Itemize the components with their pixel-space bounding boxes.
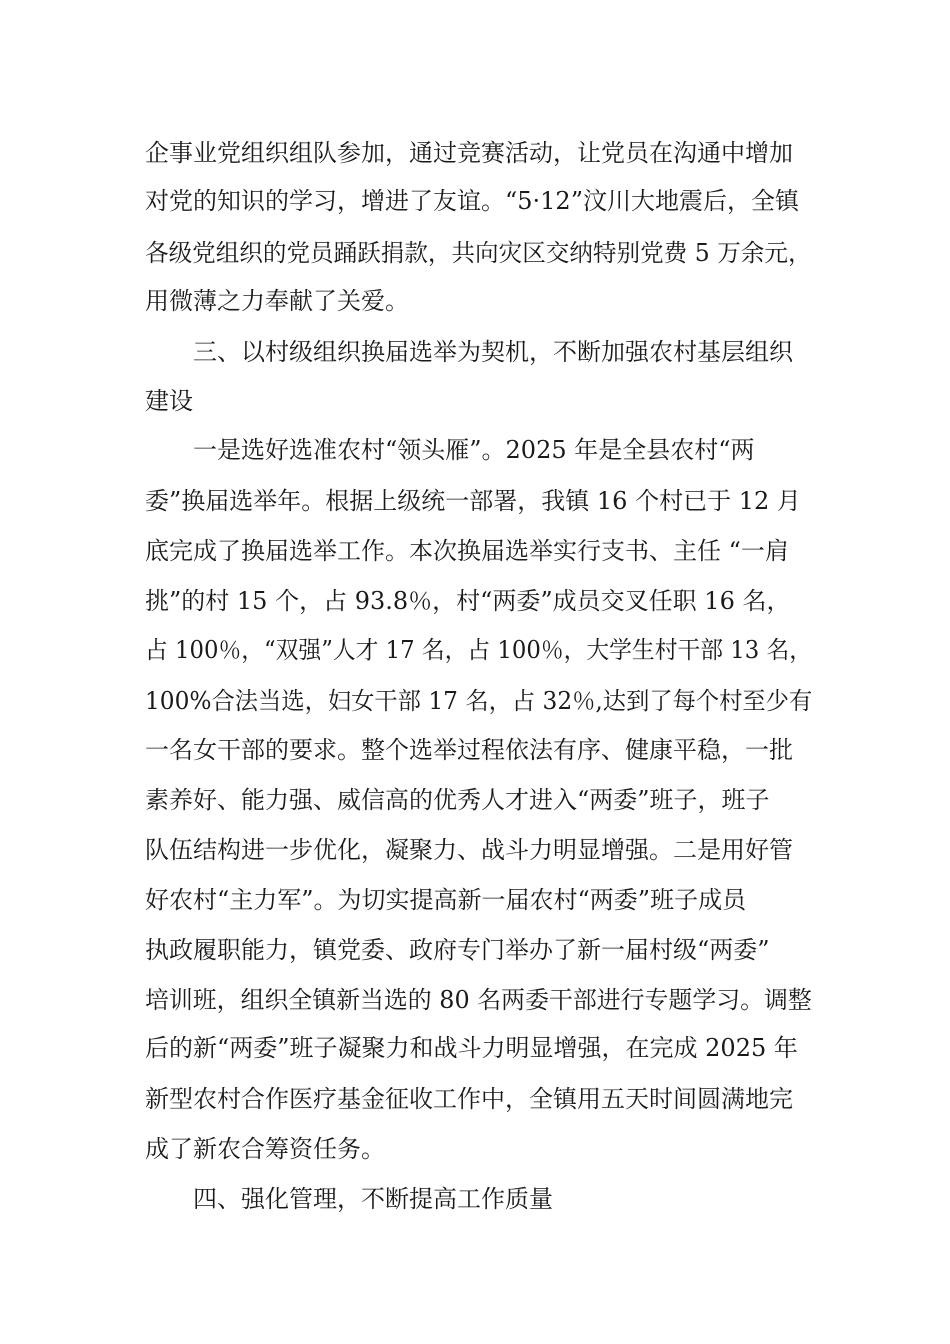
paragraph-line: 好农村“主力军”。为切实提高新一届农村“两委”班子成员 [145, 886, 747, 914]
paragraph-line: 一名女干部的要求。整个选举过程依法有序、健康平稳，一批 [145, 736, 793, 764]
paragraph-line: 成了新农合筹资任务。 [145, 1135, 385, 1163]
paragraph-line: 100%合法当选，妇女干部 17 名，占 32％,达到了每个村至少有 [145, 687, 813, 715]
paragraph-line: 培训班，组织全镇新当选的 80 名两委干部进行专题学习。调整 [145, 986, 812, 1014]
paragraph-line: 企事业党组织组队参加，通过竞赛活动，让党员在沟通中增加 [145, 139, 793, 167]
paragraph-line: 执政履职能力，镇党委、政府专门举办了新一届村级“两委” [145, 936, 770, 964]
paragraph-line: 后的新“两委”班子凝聚力和战斗力明显增强，在完成 2025 年 [145, 1034, 798, 1062]
section-heading-continued: 建设 [145, 387, 193, 415]
paragraph-line: 委”换届选举年。根据上级统一部署，我镇 16 个村已于 12 月 [145, 487, 801, 515]
paragraph-line: 挑”的村 15 个，占 93.8％，村“两委”成员交叉任职 16 名， [145, 587, 791, 615]
paragraph-line: 占 100％，“双强”人才 17 名，占 100％，大学生村干部 13 名， [145, 636, 813, 664]
section-heading: 三、以村级组织换届选举为契机，不断加强农村基层组织 [193, 338, 793, 366]
paragraph-line: 各级党组织的党员踊跃捐款，共向灾区交纳特别党费 5 万余元， [145, 239, 812, 267]
paragraph-line: 素养好、能力强、威信高的优秀人才进入“两委”班子，班子 [145, 786, 770, 814]
section-heading: 四、强化管理，不断提高工作质量 [193, 1185, 553, 1213]
paragraph-line: 底完成了换届选举工作。本次换届选举实行支书、主任 “一肩 [145, 537, 789, 565]
paragraph-line: 队伍结构进一步优化，凝聚力、战斗力明显增强。二是用好管 [145, 836, 793, 864]
paragraph-line: 对党的知识的学习，增进了友谊。“5·12”汶川大地震后，全镇 [145, 187, 799, 215]
paragraph-line: 一是选好选准农村“领头雁”。2025 年是全县农村“两 [193, 436, 755, 464]
paragraph-line: 用微薄之力奉献了关爱。 [145, 287, 409, 315]
paragraph-line: 新型农村合作医疗基金征收工作中，全镇用五天时间圆满地完 [145, 1085, 793, 1113]
